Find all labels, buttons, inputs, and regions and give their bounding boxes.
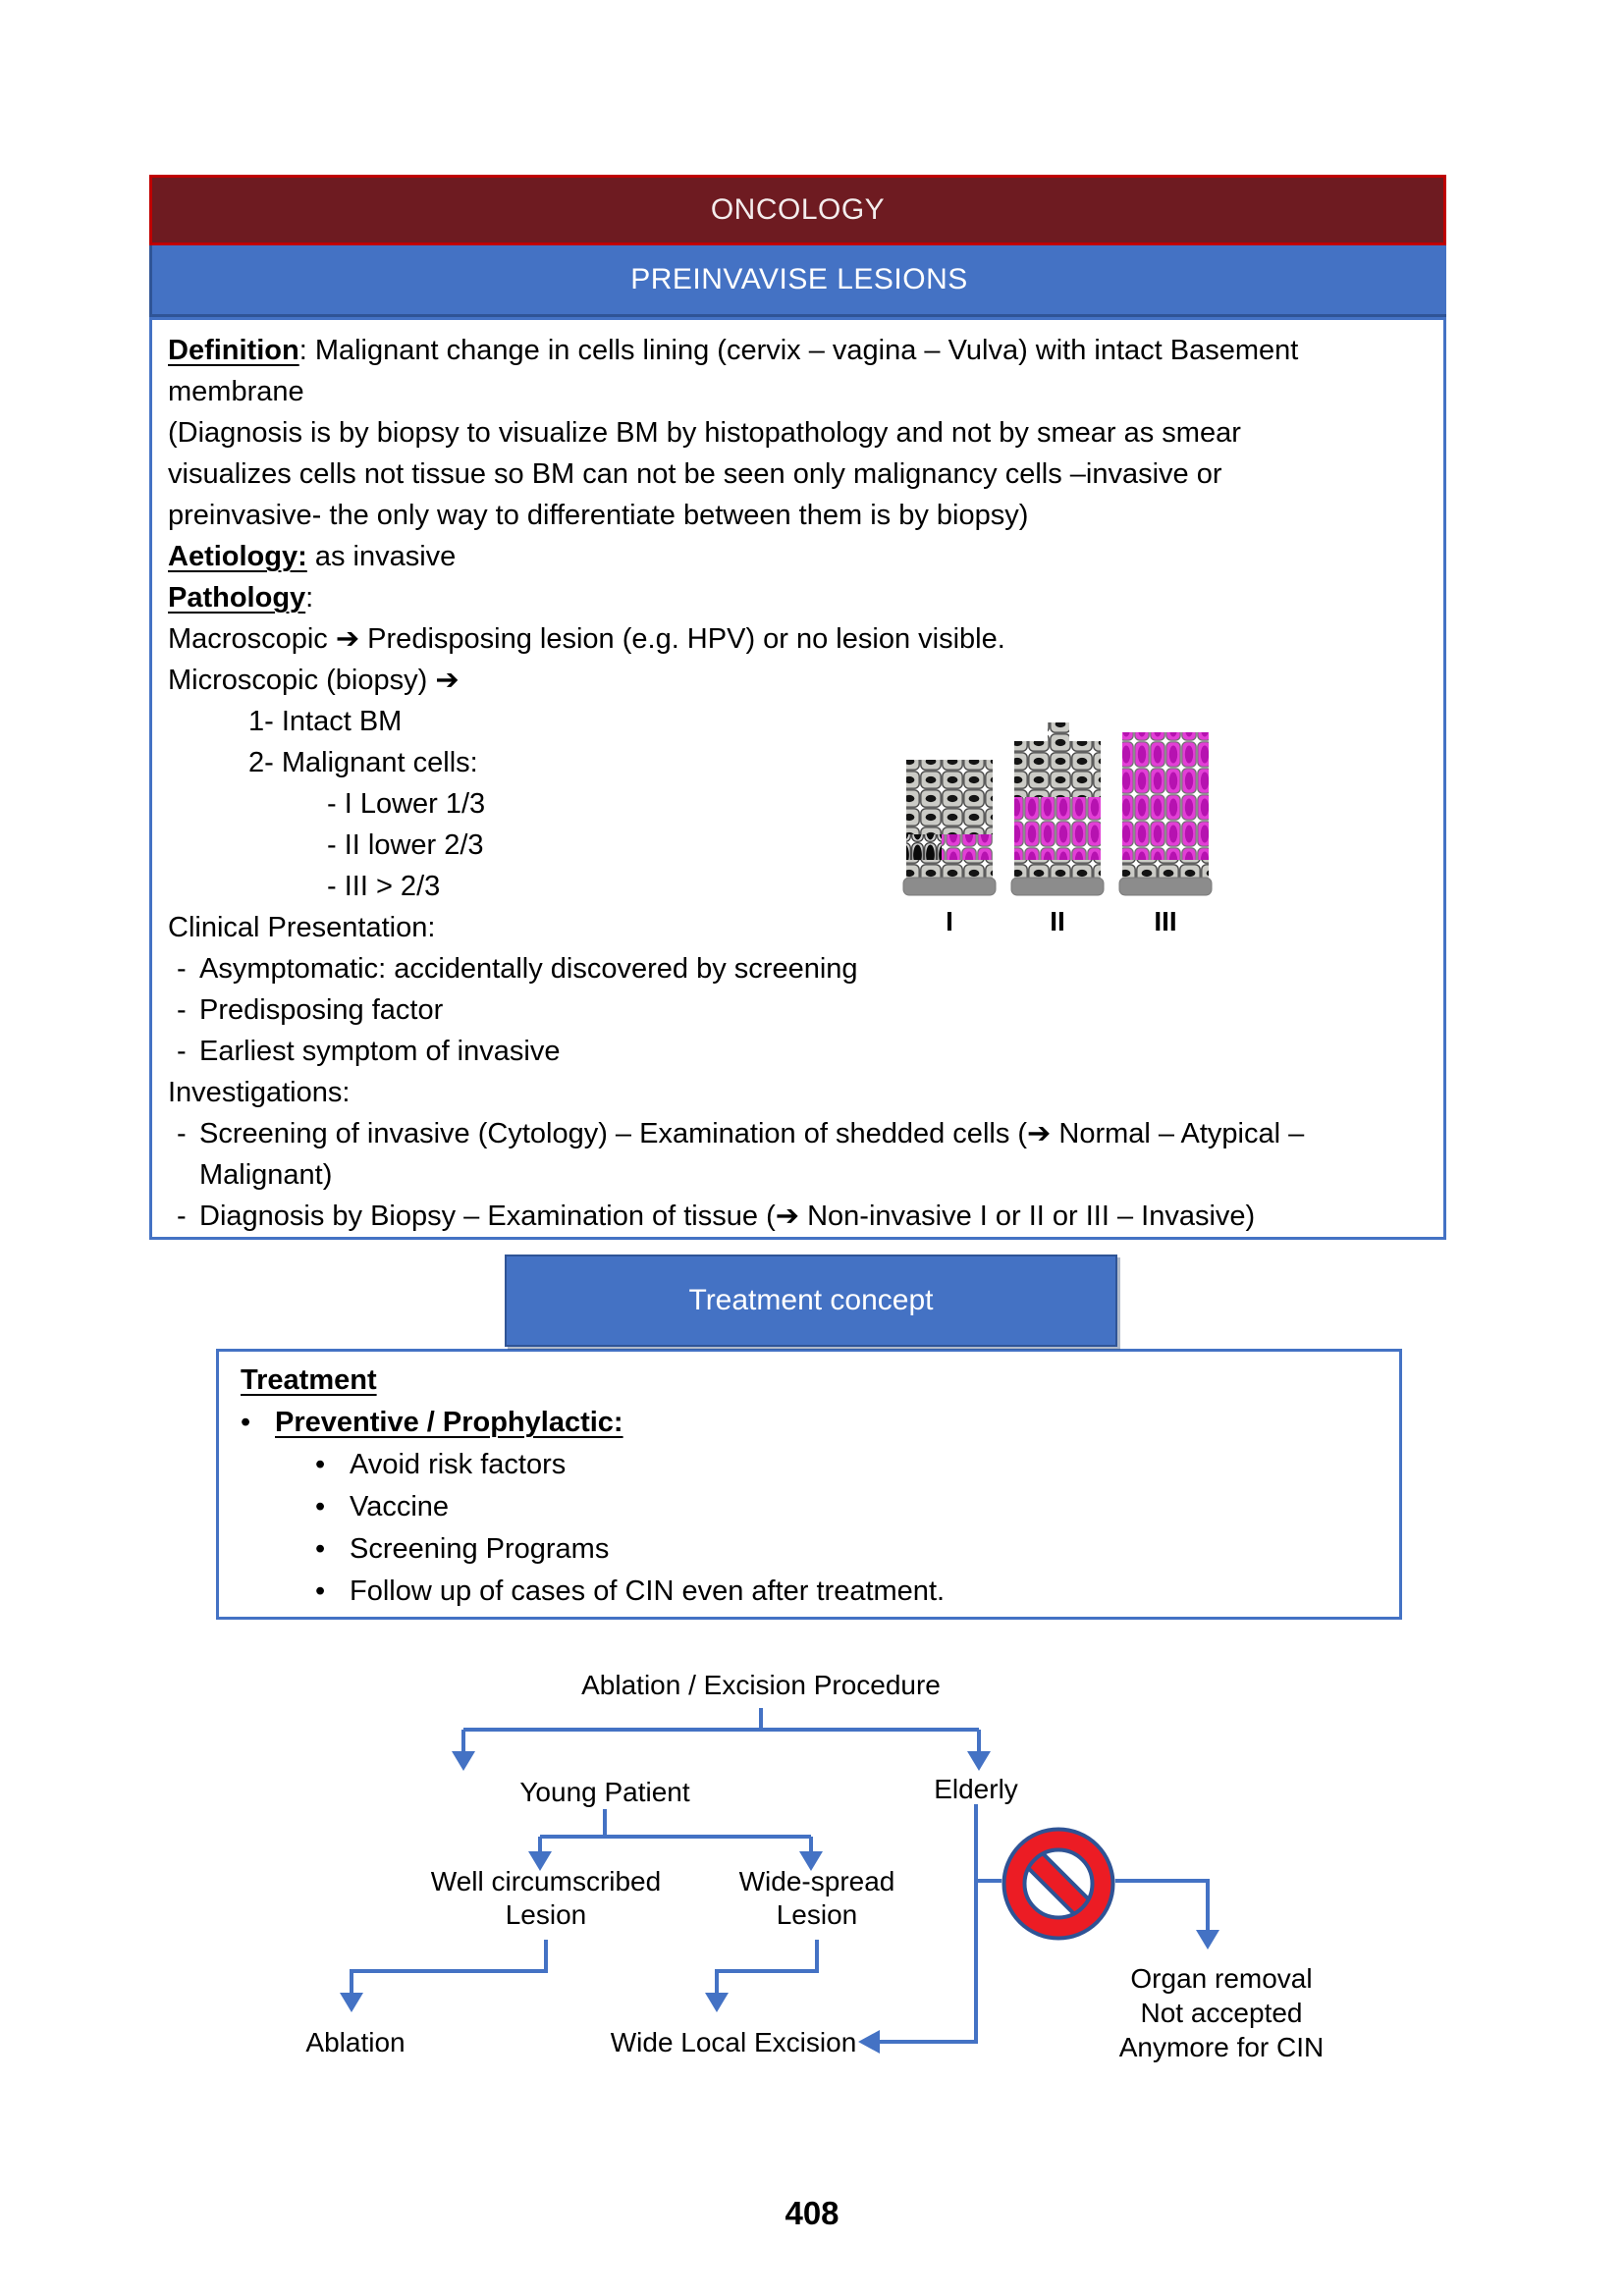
grade-2-text: - II lower 2/3 xyxy=(327,829,484,861)
cin-label-2: II xyxy=(1050,906,1065,936)
asymptomatic-text: Asymptomatic: accidentally discovered by screening xyxy=(199,953,858,985)
macroscopic-text: Macroscopic ➔ Predisposing lesion (e.g. HPV) or no lesion visible. xyxy=(168,623,1005,655)
dash-bullet: - xyxy=(177,1036,187,1067)
text-line xyxy=(168,412,1430,454)
aetiology-label: Aetiology: xyxy=(168,541,307,572)
microscopic-text: Microscopic (biopsy) ➔ xyxy=(168,665,460,696)
grade-item xyxy=(168,866,1430,907)
well-circumscribed-label-2: Lesion xyxy=(505,1899,587,1930)
treatment-box xyxy=(216,1349,1402,1620)
treatment-item xyxy=(241,1444,1399,1486)
treatment-item-text: Screening Programs xyxy=(350,1533,610,1565)
malignant-cells-text: 2- Malignant cells: xyxy=(248,747,478,778)
text-line-diagnosis-2: visualizes cells not tissue so BM can not be seen only malignancy cells –invasive or xyxy=(168,458,1222,490)
dash-item xyxy=(168,948,1430,989)
numbered-item xyxy=(168,701,1430,742)
wide-local-excision-label: Wide Local Excision xyxy=(610,2027,857,2057)
diagnosis-biopsy-text: Diagnosis by Biopsy – Examination of tissue (➔ Non-invasive I or II or III – Invasive) xyxy=(199,1201,1256,1232)
wide-spread-label-2: Lesion xyxy=(776,1899,858,1930)
investigations-heading xyxy=(168,1072,1430,1113)
numbered-item xyxy=(168,742,1430,783)
pathology-label: Pathology xyxy=(168,582,306,614)
dash-bullet: - xyxy=(177,953,187,985)
treatment-item xyxy=(241,1571,1399,1613)
bullet-icon: • xyxy=(315,1533,326,1565)
text-line xyxy=(168,495,1430,536)
treatment-item-text: Avoid risk factors xyxy=(350,1449,567,1480)
malignant-wrap-text: Malignant) xyxy=(199,1159,333,1191)
cin-stage-2-stack xyxy=(1011,722,1104,895)
no-entry-icon xyxy=(1001,1827,1115,1941)
treatment-item xyxy=(241,1486,1399,1528)
elderly-label: Elderly xyxy=(934,1774,1018,1804)
text-line xyxy=(168,454,1430,495)
aetiology-rest: as invasive xyxy=(306,541,457,572)
arrow-down-icon xyxy=(705,1993,729,2012)
dash-bullet: - xyxy=(177,994,187,1026)
cin-stage-1-stack xyxy=(903,760,996,895)
dash-item xyxy=(168,1031,1430,1072)
treatment-item xyxy=(241,1528,1399,1571)
screening-text: Screening of invasive (Cytology) – Examination of shedded cells (➔ Normal – Atypical – xyxy=(199,1118,1305,1149)
bullet-icon: • xyxy=(241,1407,251,1438)
cin-stage-3-stack xyxy=(1119,732,1212,895)
arrow-down-icon xyxy=(967,1751,991,1771)
definition-box xyxy=(149,317,1446,1240)
cin-label-3: III xyxy=(1154,906,1177,936)
definition-line xyxy=(168,330,1430,371)
clinical-presentation-text: Clinical Presentation: xyxy=(168,912,436,943)
dash-bullet: - xyxy=(177,1118,187,1149)
flow-connector xyxy=(352,1940,546,1995)
dash-item xyxy=(168,1113,1430,1154)
treatment-concept-title: Treatment concept xyxy=(688,1284,934,1316)
flow-connector xyxy=(717,1940,817,1995)
grade-1-text: - I Lower 1/3 xyxy=(327,788,486,820)
bullet-icon: • xyxy=(315,1491,326,1522)
definition-label: Definition xyxy=(168,335,299,366)
dash-item xyxy=(168,1196,1430,1237)
ablation-excision-flowchart xyxy=(218,1657,1406,2089)
preventive-heading: Preventive / Prophylactic: xyxy=(275,1407,623,1438)
wide-spread-label: Wide-spread xyxy=(738,1866,895,1896)
treatment-title: Treatment xyxy=(241,1364,377,1396)
definition-rest: : Malignant change in cells lining (cervix – vagina – Vulva) with intact Basement xyxy=(298,335,1299,366)
text-line-diagnosis-3: preinvasive- the only way to differentiate between them is by biopsy) xyxy=(168,500,1029,531)
arrow-down-icon xyxy=(452,1751,475,1771)
preinvasive-lesions-bar xyxy=(149,245,1446,317)
pathology-rest: : xyxy=(305,582,314,614)
intact-bm-text: 1- Intact BM xyxy=(248,706,403,737)
earliest-symptom-text: Earliest symptom of invasive xyxy=(199,1036,561,1067)
dash-bullet: - xyxy=(177,1201,187,1232)
young-patient-label: Young Patient xyxy=(519,1777,690,1807)
organ-removal-label: Organ removal xyxy=(1130,1963,1313,1994)
oncology-header-bar xyxy=(149,175,1446,245)
organ-removal-label-3: Anymore for CIN xyxy=(1118,2032,1325,2062)
macroscopic-line xyxy=(168,618,1430,660)
preinvasive-lesions-title: PREINVAVISE LESIONS xyxy=(630,263,968,295)
text-line xyxy=(168,371,1430,412)
grade-item xyxy=(168,825,1430,866)
treatment-title-line xyxy=(241,1360,1399,1402)
flow-connector xyxy=(878,1804,976,2042)
grade-3-text: - III > 2/3 xyxy=(327,871,441,902)
text-line-membrane: membrane xyxy=(168,376,304,407)
microscopic-line xyxy=(168,660,1430,701)
text-line-diagnosis-1: (Diagnosis is by biopsy to visualize BM by histopathology and not by smear as smear xyxy=(168,417,1241,449)
treatment-item-text: Follow up of cases of CIN even after treatment. xyxy=(350,1575,946,1607)
organ-removal-label-2: Not accepted xyxy=(1140,1998,1303,2028)
investigations-text: Investigations: xyxy=(168,1077,351,1108)
dash-item xyxy=(168,989,1430,1031)
grade-item xyxy=(168,783,1430,825)
page-number: 408 xyxy=(785,2195,839,2231)
ablation-label: Ablation xyxy=(305,2027,406,2057)
clinical-presentation-heading xyxy=(168,907,1430,948)
treatment-concept-banner xyxy=(505,1255,1117,1347)
arrow-down-icon xyxy=(340,1993,363,2012)
cin-diagram xyxy=(898,715,1213,938)
text-line xyxy=(168,1154,1430,1196)
aetiology-line xyxy=(168,536,1430,577)
predisposing-text: Predisposing factor xyxy=(199,994,444,1026)
flowchart-root-label: Ablation / Excision Procedure xyxy=(581,1670,941,1700)
pathology-line xyxy=(168,577,1430,618)
well-circumscribed-label: Well circumscribed xyxy=(430,1866,662,1896)
cin-label-1: I xyxy=(946,906,953,936)
arrow-left-icon xyxy=(858,2030,880,2054)
oncology-title: ONCOLOGY xyxy=(710,193,886,226)
arrow-down-icon xyxy=(1196,1930,1219,1949)
treatment-item-text: Vaccine xyxy=(350,1491,450,1522)
bullet-icon: • xyxy=(315,1575,326,1607)
preventive-heading-line xyxy=(241,1402,1399,1444)
bullet-icon: • xyxy=(315,1449,326,1480)
